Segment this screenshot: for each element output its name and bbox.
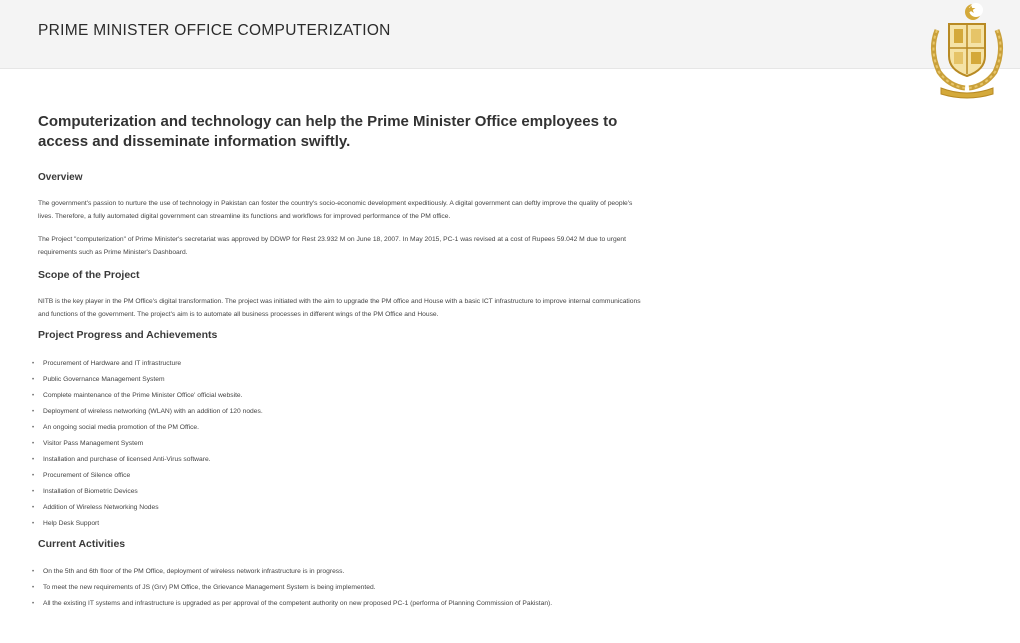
current-activities-list — [38, 568, 642, 616]
overview-paragraph-2: The Project "computerization" of Prime Minister's secretariat was approved by DDWP for Rest 23.932 M on June 18, 2007. In May 2015, PC-1 was revised at a cost of Rupees 59.042 M due to urgent requirements such as Prime Minister's Dashboard. — [38, 236, 627, 256]
list-item: • On the 5th and 6th floor of the PM Office, deployment of wireless network infrastructure is in progress. — [38, 568, 642, 584]
list-item: • All the existing IT systems and infrastructure is upgraded as per approval of the competent authority on new proposed PC-1 (performa of Planning Commission of Pakistan). — [38, 600, 642, 616]
overview-paragraph-1: The government's passion to nurture the use of technology in Pakistan can foster the country's socio-economic development expeditiously. A digital government can deftly improve the quality of people's lives. Therefore, a fully automated digital government can streamline its functions and workflows for improved performance of the PM office. — [38, 200, 633, 220]
list-item: • Installation of Biometric Devices — [38, 488, 642, 504]
page-header — [0, 0, 1020, 69]
progress-heading: Project Progress and Achievements — [38, 329, 218, 341]
list-item: • To meet the new requirements of JS (Grv) PM Office, the Grievance Management System is being implemented. — [38, 584, 642, 600]
list-item: • Addition of Wireless Networking Nodes — [38, 504, 642, 520]
list-item: • Procurement of Silence office — [38, 472, 642, 488]
page-title: PRIME MINISTER OFFICE COMPUTERIZATION — [38, 22, 391, 39]
state-emblem-icon — [927, 2, 1007, 100]
scope-heading: Scope of the Project — [38, 269, 140, 281]
list-item: • Visitor Pass Management System — [38, 440, 642, 456]
scope-paragraph: NITB is the key player in the PM Office's digital transformation. The project was initiated with the aim to upgrade the PM office and House with a basic ICT infrastructure to improve internal communications and functions of the government. The project's aim is to automate all business processes in different wings of the PM Office and House. — [38, 298, 641, 318]
page-headline: Computerization and technology can help the Prime Minister Office employees to access and disseminate information swiftly. — [38, 113, 618, 150]
list-item: • Procurement of Hardware and IT infrastructure — [38, 360, 642, 376]
list-item: • An ongoing social media promotion of the PM Office. — [38, 424, 642, 440]
list-item: • Complete maintenance of the Prime Minister Office' official website. — [38, 392, 642, 408]
list-item: • Public Governance Management System — [38, 376, 642, 392]
overview-heading: Overview — [38, 172, 83, 183]
progress-list — [38, 360, 642, 536]
current-activities-heading: Current Activities — [38, 538, 126, 550]
list-item: • Installation and purchase of licensed Anti-Virus software. — [38, 456, 642, 472]
list-item: • Help Desk Support — [38, 520, 642, 536]
main-content — [38, 112, 642, 616]
list-item: • Deployment of wireless networking (WLAN) with an addition of 120 nodes. — [38, 408, 642, 424]
